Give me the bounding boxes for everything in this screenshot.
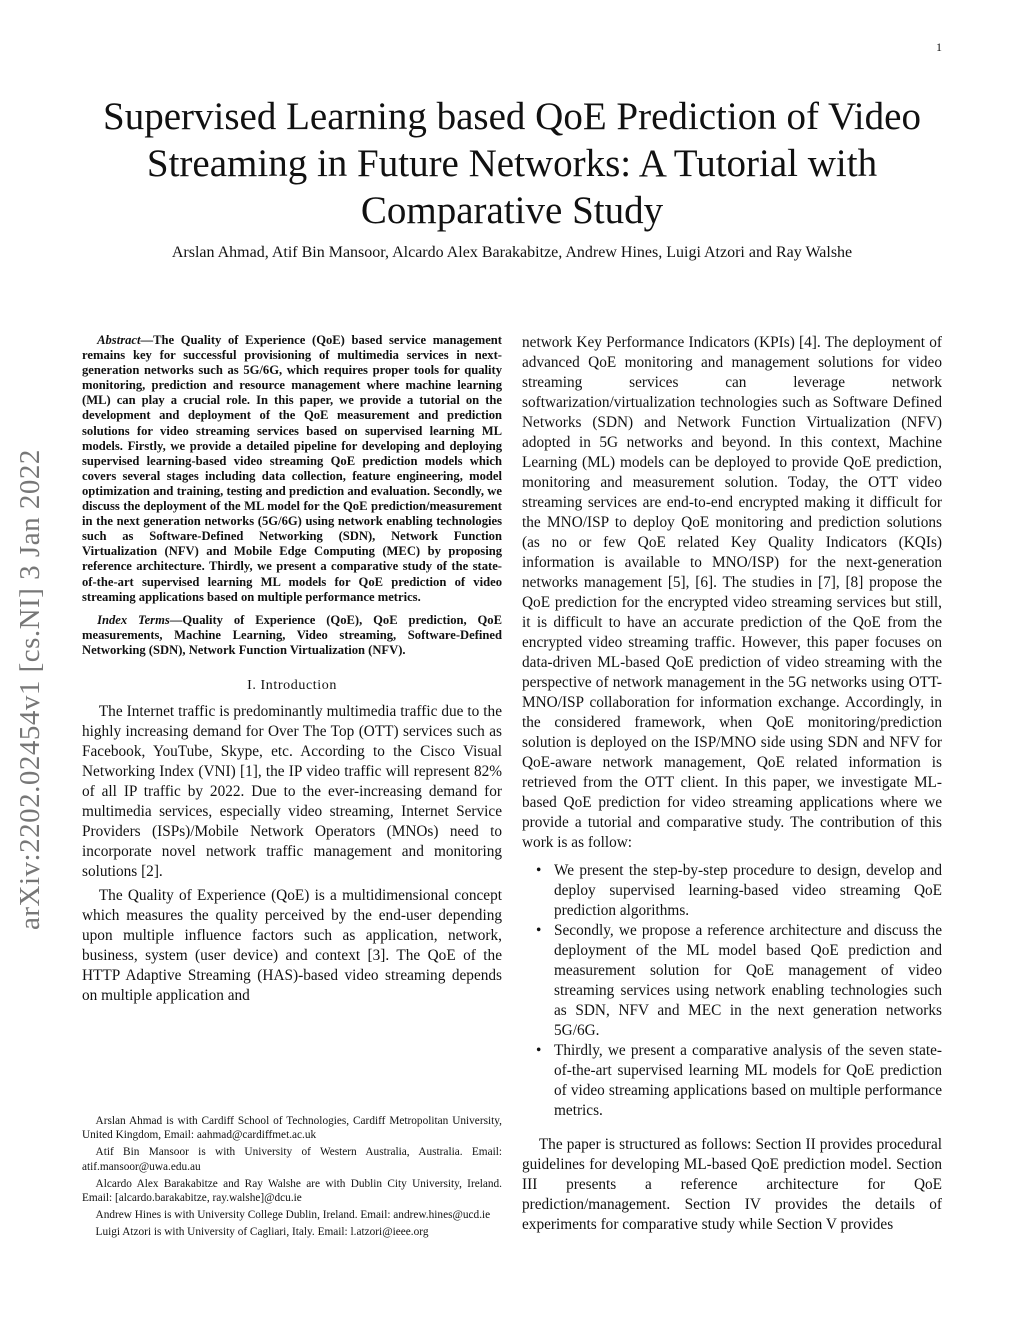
- page-number: 1: [936, 40, 942, 54]
- intro-paragraph: The Internet traffic is predominantly multimedia traffic due to the highly increasing demand for Over The Top (OTT) services such as Facebook, YouTube, Skype, etc. According to the Cisco Visual Networking Index (VNI) [1], the IP video traffic will represent 82% of all IP traffic by 2022. Due to the ever-increasing demand for multimedia services, especially video streaming, Internet Service Providers (ISPs)/Mobile Network Operators (MNOs) need to incorporate novel network traffic management and monitoring solutions [2].: [82, 702, 502, 880]
- footnote: Arslan Ahmad is with Cardiff School of Technologies, Cardiff Metropolitan University, United Kingdom, Email: aahmad@cardiffmet.ac.uk: [82, 1115, 502, 1142]
- bullet-icon: •: [536, 1042, 542, 1059]
- contribution-text: Thirdly, we present a comparative analysis of the seven state-of-the-art supervised learning ML models for QoE prediction of video streaming applications based on multiple performance metrics.: [554, 1042, 942, 1119]
- bullet-icon: •: [536, 862, 542, 879]
- contribution-item: [522, 861, 942, 921]
- body-paragraph: The paper is structured as follows: Section II provides procedural guidelines for developing ML-based QoE prediction model. Section III presents a reference architecture for QoE prediction/management. Section IV provides the details of experiments for comparative study while Section V provides: [522, 1136, 942, 1233]
- contribution-list: [522, 861, 942, 1121]
- author-list: Arslan Ahmad, Atif Bin Mansoor, Alcardo Alex Barakabitze, Andrew Hines, Luigi Atzori and Ray Walshe: [171, 244, 853, 261]
- right-column: [522, 333, 942, 1235]
- index-terms-dash: —: [169, 612, 183, 627]
- contribution-text: We present the step-by-step procedure to design, develop and deploy supervised learning-based video streaming QoE prediction algorithms.: [554, 862, 942, 919]
- footnote: Atif Bin Mansoor is with University of Western Australia, Australia. Email: atif.mansoor@uwa.edu.au: [82, 1146, 502, 1173]
- left-column: [82, 333, 502, 1006]
- footnote: Andrew Hines is with University College Dublin, Ireland. Email: andrew.hines@ucd.ie: [95, 1209, 491, 1222]
- index-terms-text: Quality of Experience (QoE), QoE prediction, QoE measurements, Machine Learning, Video streaming, Software-Defined Networking (SDN), Network Function Virtualization (NFV).: [82, 612, 502, 657]
- index-terms-label: Index Terms: [97, 612, 170, 627]
- intro-paragraph: The Quality of Experience (QoE) is a multidimensional concept which measures the quality perceived by the end-user depending upon multiple influence factors such as application, network, business, system (user device) and context [3]. The QoE of the HTTP Adaptive Streaming (HAS)-based video streaming depends on multiple application and: [82, 886, 502, 1004]
- section-heading-introduction: I. Introduction: [247, 677, 337, 693]
- abstract-label: Abstract: [97, 333, 141, 347]
- index-terms: [82, 613, 502, 658]
- footnote: Luigi Atzori is with University of Cagliari, Italy. Email: l.atzori@ieee.org: [95, 1226, 429, 1239]
- contribution-item: [522, 1041, 942, 1121]
- body-paragraph: network Key Performance Indicators (KPIs) [4]. The deployment of advanced QoE monitoring and management solutions for video streaming services can leverage network softwarization/virtualization technologies such as Software Defined Networks (SDN) and Network Function Virtualization (NFV) adopted in 5G networks and beyond. In this context, Machine Learning (ML) models can be deployed to provide QoE prediction, monitoring and measurement solution. Today, the OTT video streaming services are end-to-end encrypted making it difficult for the MNO/ISP to deploy QoE monitoring and prediction solutions (as no or few QoE related Key Quality Indicators (KQIs) information is available to MNO/ISP) for the next-generation networks management [5], [6]. The studies in [7], [8] propose the QoE prediction for the encrypted video streaming services but still, it is difficult to have an accurate prediction of the QoE from the encrypted video streaming traffic. However, this paper focuses on data-driven ML-based QoE prediction of video streaming with the perspective of network management in the 5G networks using OTT-MNO/ISP collaboration for information exchange. Accordingly, in the considered framework, when QoE monitoring/prediction solution is deployed on the ISP/MNO side using SDN and NFV for QoE-aware network management, QoE related information is retrieved from the OTT client. In this paper, we investigate ML-based QoE prediction for video streaming applications where we provide a tutorial and comparative study. The contribution of this work is as follow:: [522, 334, 942, 851]
- abstract-dash: —: [140, 333, 154, 347]
- paper-title: Supervised Learning based QoE Prediction of Video Streaming in Future Networks: A Tutorial with Comparative Study: [103, 95, 921, 232]
- arxiv-identifier-stamp[interactable]: arXiv:2202.02454v1 [cs.NI] 3 Jan 2022: [14, 449, 46, 930]
- author-affiliation-footnotes: [82, 1114, 502, 1243]
- abstract: [82, 333, 502, 605]
- abstract-text: The Quality of Experience (QoE) based service management remains key for successful provisioning of multimedia services in next-generation networks such as 5G/6G, which requires proper tools for quality monitoring, prediction and resource management where machine learning (ML) can play a crucial role. In this paper, we provide a tutorial on the development and deployment of the QoE measurement and prediction solutions for video streaming services based on supervised learning ML models. Firstly, we provide a detailed pipeline for developing and deploying supervised learning-based video streaming QoE prediction models which covers several stages including data collection, feature engineering, model optimization and training, testing and prediction and evaluation. Secondly, we discuss the deployment of the ML model for the QoE prediction/measurement in the next generation networks (5G/6G) using network enabling technologies such as Software-Defined Networking (SDN), Network Function Virtualization (NFV) and Mobile Edge Computing (MEC) by proposing reference architecture. Thirdly, we present a comparative study of the state-of-the-art supervised learning ML models for QoE prediction of video streaming applications based on multiple performance metrics.: [82, 333, 502, 604]
- footnote: Alcardo Alex Barakabitze and Ray Walshe are with Dublin City University, Ireland. Email: [alcardo.barakabitze, ray.walshe]@dcu.ie: [82, 1177, 502, 1205]
- contribution-item: [522, 921, 942, 1041]
- bullet-icon: •: [536, 922, 542, 939]
- contribution-text: Secondly, we propose a reference architecture and discuss the deployment of the ML model based QoE prediction and measurement solution for QoE management of video streaming services using network enabling technologies such as SDN, NFV and MEC in the next generation networks 5G/6G.: [554, 922, 942, 1039]
